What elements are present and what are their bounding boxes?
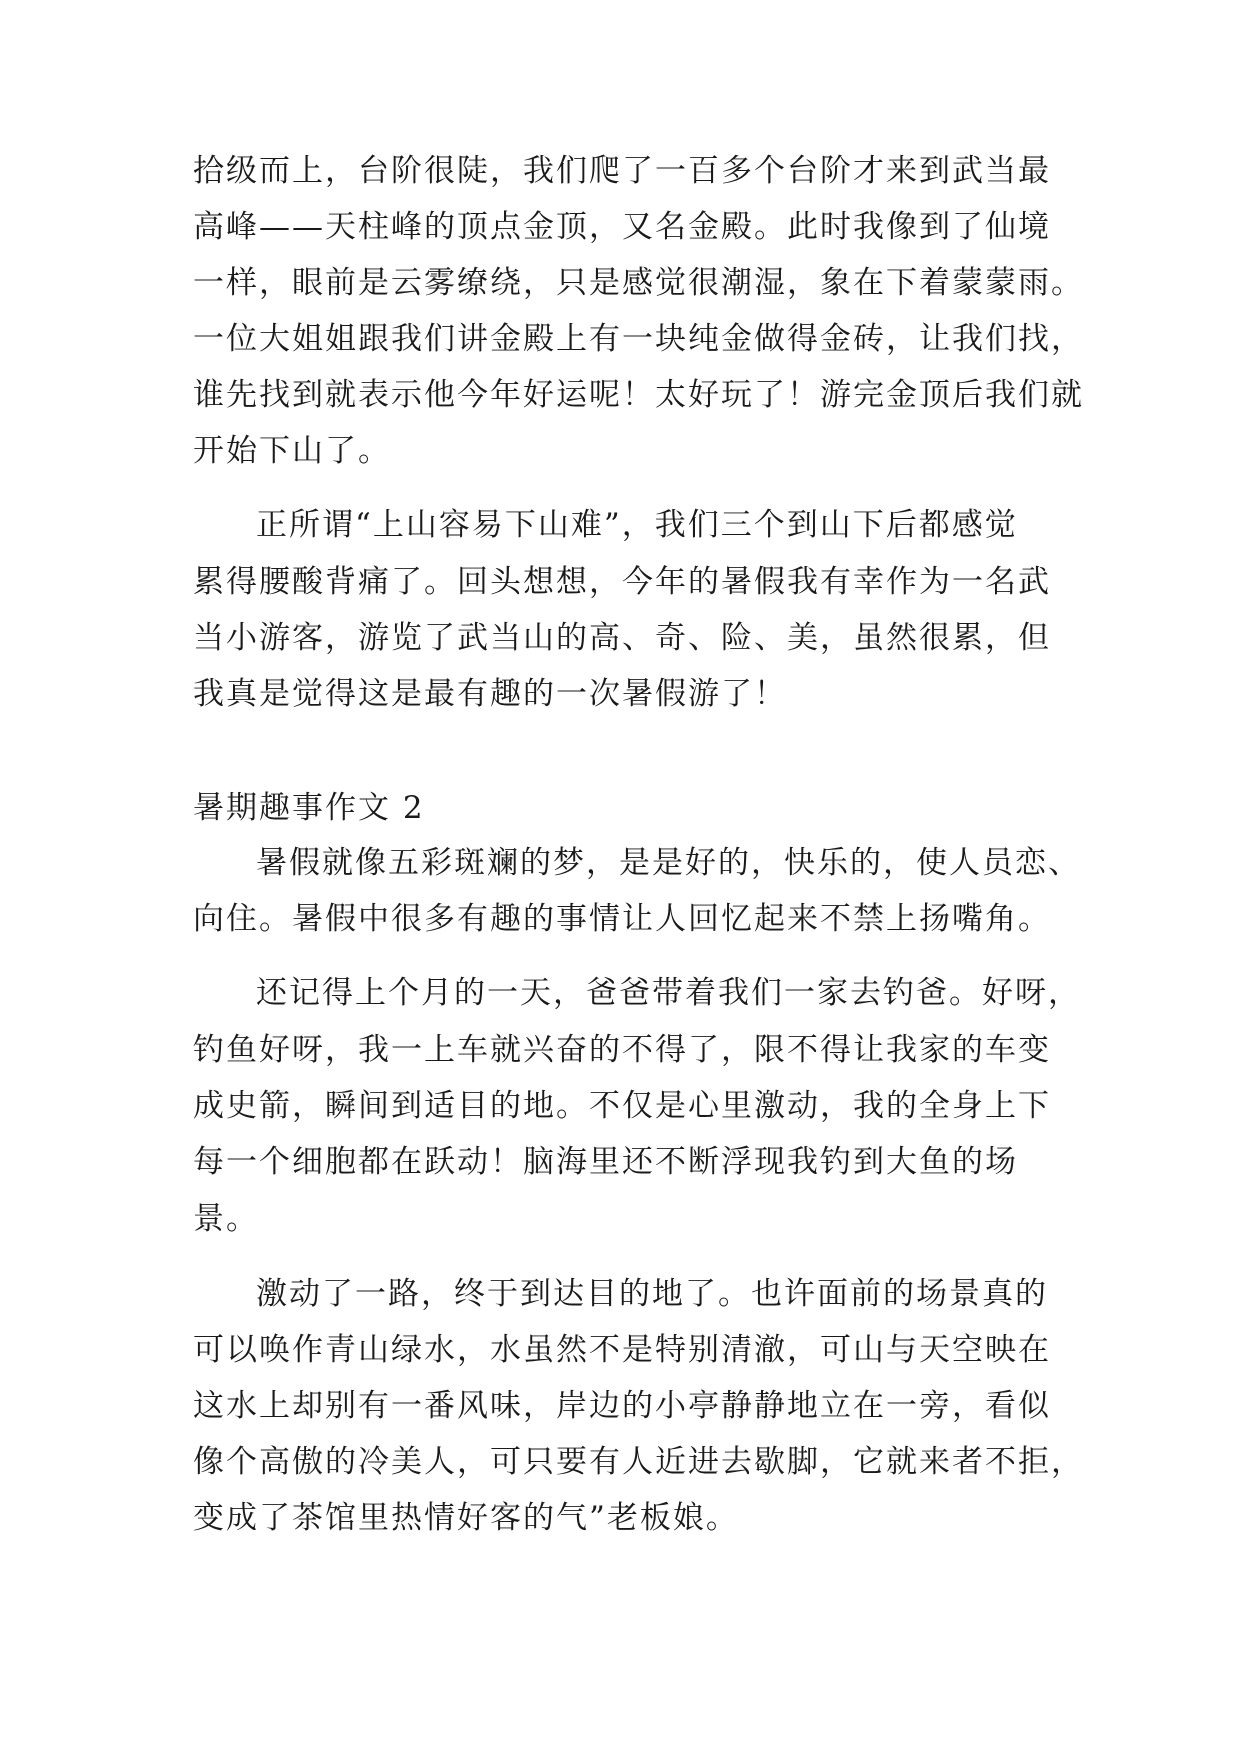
text-line: 正所谓“上山容易下山难”，我们三个到山下后都感觉	[256, 507, 1018, 543]
text-line: 变成了茶馆里热情好客的气”老板娘。	[193, 1500, 739, 1536]
text-line: 像个高傲的冷美人，可只要有人近进去歇脚，它就来者不拒，	[193, 1444, 1084, 1480]
text-line: 谁先找到就表示他今年好运呢！太好玩了！游完金顶后我们就	[193, 377, 1084, 413]
text-line: 钓鱼好呀，我一上车就兴奋的不得了，限不得让我家的车变	[193, 1032, 1051, 1068]
text-line: 高峰——天柱峰的顶点金顶，又名金殿。此时我像到了仙境	[193, 209, 1051, 245]
text-line: 还记得上个月的一天，爸爸带着我们一家去钓爸。好呀，	[256, 975, 1081, 1011]
text-line: 成史箭，瞬间到适目的地。不仅是心里激动，我的全身上下	[193, 1088, 1051, 1124]
text-line: 开始下山了。	[193, 433, 391, 469]
text-line: 这水上却别有一番风味，岸边的小亭静静地立在一旁，看似	[193, 1388, 1051, 1424]
text-line: 可以唤作青山绿水，水虽然不是特别清澈，可山与天空映在	[193, 1332, 1051, 1368]
text-line: 拾级而上，台阶很陡，我们爬了一百多个台阶才来到武当最	[193, 153, 1051, 189]
text-line: 我真是觉得这是最有趣的一次暑假游了！	[193, 676, 787, 712]
section-heading: 暑期趣事作文 2	[193, 790, 425, 826]
text-line: 景。	[193, 1201, 259, 1237]
text-line: 激动了一路，终于到达目的地了。也许面前的场景真的	[256, 1276, 1048, 1312]
text-line: 暑假就像五彩斑斓的梦，是是好的，快乐的，使人员恋、	[256, 845, 1081, 881]
text-line: 向住。暑假中很多有趣的事情让人回忆起来不禁上扬嘴角。	[193, 901, 1051, 937]
text-line: 累得腰酸背痛了。回头想想，今年的暑假我有幸作为一名武	[193, 564, 1051, 600]
text-line: 当小游客，游览了武当山的高、奇、险、美，虽然很累，但	[193, 620, 1051, 656]
text-line: 一位大姐姐跟我们讲金殿上有一块纯金做得金砖，让我们找，	[193, 321, 1084, 357]
text-line: 一样，眼前是云雾缭绕，只是感觉很潮湿，象在下着蒙蒙雨。	[193, 265, 1084, 301]
text-line: 每一个细胞都在跃动！脑海里还不断浮现我钓到大鱼的场	[193, 1144, 1018, 1180]
